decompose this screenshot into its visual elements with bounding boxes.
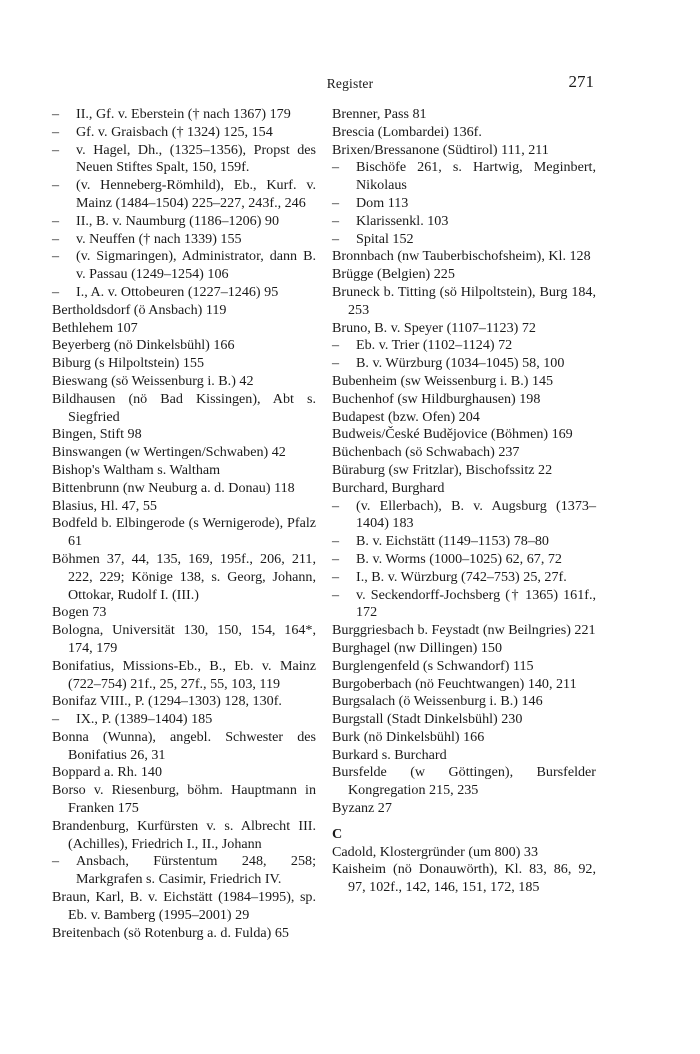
entry-text: Burk (nö Dinkelsbühl) 166	[332, 728, 485, 745]
index-entry	[332, 658, 596, 676]
index-entry	[52, 782, 316, 818]
subentry-dash: –	[52, 106, 60, 122]
entry-text: II., B. v. Naumburg (1186–1206) 90	[76, 212, 280, 229]
subentry-dash: –	[52, 141, 60, 158]
subentry-dash: –	[52, 212, 60, 229]
entry-text: B. v. Würzburg (1034–1045) 58, 100	[356, 355, 565, 372]
subentry-dash: –	[52, 248, 60, 265]
index-entry	[332, 444, 596, 462]
entry-text: v. Neuffen († nach 1339) 155	[76, 230, 242, 247]
entry-text: Gf. v. Graisbach († 1324) 125, 154	[76, 123, 273, 140]
index-entry	[52, 302, 316, 320]
entry-text: Eb. v. Trier (1102–1124) 72	[356, 337, 513, 354]
index-entry	[52, 551, 316, 604]
entry-text: Bishop's Waltham s. Waltham	[52, 461, 221, 478]
entry-text: Bethlehem 107	[52, 319, 138, 336]
subentry-dash: –	[52, 230, 60, 247]
index-entry	[52, 622, 316, 658]
entry-text: Brenner, Pass 81	[332, 106, 427, 122]
entry-text: Bursfelde (w Göttingen), Bursfelder Kongregation 215, 235	[332, 764, 596, 799]
index-subentry	[332, 213, 596, 231]
entry-text: Bingen, Stift 98	[52, 426, 142, 443]
subentry-dash: –	[332, 212, 340, 229]
index-subentry	[52, 142, 316, 178]
entry-text: Binswangen (w Wertingen/Schwaben) 42	[52, 444, 286, 461]
entry-text: Cadold, Klostergründer (um 800) 33	[332, 843, 539, 860]
entry-text: Bertholdsdorf (ö Ansbach) 119	[52, 301, 227, 318]
entry-text: Bonifaz VIII., P. (1294–1303) 128, 130f.	[52, 693, 282, 710]
running-head	[0, 72, 700, 96]
index-entry	[332, 248, 596, 266]
index-entry	[332, 693, 596, 711]
index-entry	[52, 444, 316, 462]
index-entry	[332, 640, 596, 658]
index-entry	[332, 391, 596, 409]
index-entry	[52, 889, 316, 925]
entry-text: Bischöfe 261, s. Hartwig, Meginbert, Nikolaus	[356, 159, 596, 194]
index-entry	[332, 266, 596, 284]
index-subentry	[332, 587, 596, 623]
entry-text: Brixen/Bressanone (Südtirol) 111, 211	[332, 141, 549, 158]
index-entry	[52, 764, 316, 782]
entry-text: Büraburg (sw Fritzlar), Bischofssitz 22	[332, 461, 553, 478]
index-subentry	[332, 498, 596, 534]
entry-text: Burkard s. Burchard	[332, 746, 447, 763]
entry-text: Beyerberg (nö Dinkelsbühl) 166	[52, 337, 235, 354]
entry-text: B. v. Worms (1000–1025) 62, 67, 72	[356, 550, 562, 567]
index-column-right	[332, 106, 596, 897]
subentry-dash: –	[332, 355, 340, 372]
index-entry	[332, 426, 596, 444]
index-entry	[332, 480, 596, 498]
entry-text: Bogen 73	[52, 604, 107, 621]
index-entry	[332, 729, 596, 747]
entry-text: Bruneck b. Titting (sö Hilpoltstein), Burg 184, 253	[332, 283, 596, 318]
index-subentry	[332, 195, 596, 213]
index-entry	[52, 462, 316, 480]
index-entry	[52, 729, 316, 765]
index-entry	[52, 658, 316, 694]
entry-text: Boppard a. Rh. 140	[52, 764, 162, 781]
entry-text: Brandenburg, Kurfürsten v. s. Albrecht III. (Achilles), Friedrich I., II., Johann	[52, 817, 316, 852]
entry-text: II., Gf. v. Eberstein († nach 1367) 179	[76, 106, 291, 122]
index-entry	[332, 861, 596, 897]
index-subentry	[332, 533, 596, 551]
index-entry	[332, 142, 596, 160]
index-entry	[52, 515, 316, 551]
index-subentry	[52, 248, 316, 284]
index-entry	[52, 337, 316, 355]
entry-text: (v. Ellerbach), B. v. Augsburg (1373–1404) 183	[356, 497, 596, 532]
entry-text: Bonna (Wunna), angebl. Schwester des Bonifatius 26, 31	[52, 728, 316, 763]
index-subentry	[52, 853, 316, 889]
index-column-left	[52, 106, 316, 942]
letter-heading: C	[332, 825, 343, 842]
entry-text: Byzanz 27	[332, 800, 392, 817]
entry-text: Bronnbach (nw Tauberbischofsheim), Kl. 128	[332, 248, 591, 265]
entry-text: Burgoberbach (nö Feuchtwangen) 140, 211	[332, 675, 577, 692]
index-subentry	[52, 213, 316, 231]
index-subentry	[52, 124, 316, 142]
entry-text: Bologna, Universität 130, 150, 154, 164*, 174, 179	[52, 622, 316, 656]
index-entry	[332, 844, 596, 862]
index-entry	[332, 711, 596, 729]
index-entry	[52, 498, 316, 516]
subentry-dash: –	[332, 497, 340, 514]
entry-text: Braun, Karl, B. v. Eichstätt (1984–1995), sp. Eb. v. Bamberg (1995–2001) 29	[52, 889, 316, 923]
subentry-dash: –	[332, 550, 340, 567]
page-number: 271	[568, 72, 594, 91]
index-entry	[332, 320, 596, 338]
index-entry	[52, 391, 316, 427]
entry-text: Burgstall (Stadt Dinkelsbühl) 230	[332, 711, 523, 728]
entry-text: Burchard, Burghard	[332, 479, 445, 496]
index-subentry	[332, 569, 596, 587]
entry-text: Burglengenfeld (s Schwandorf) 115	[332, 657, 534, 674]
entry-text: Blasius, Hl. 47, 55	[52, 497, 157, 514]
subentry-dash: –	[332, 337, 340, 354]
subentry-dash: –	[52, 123, 60, 140]
index-entry	[332, 409, 596, 427]
subentry-dash: –	[332, 159, 340, 176]
index-entry	[332, 124, 596, 142]
subentry-dash: –	[332, 230, 340, 247]
index-subentry	[332, 337, 596, 355]
entry-text: Biburg (s Hilpoltstein) 155	[52, 355, 205, 372]
entry-text: Burgsalach (ö Weissenburg i. B.) 146	[332, 693, 543, 710]
subentry-dash: –	[52, 853, 60, 870]
subentry-dash: –	[332, 586, 340, 603]
subentry-dash: –	[332, 568, 340, 585]
index-entry	[52, 925, 316, 943]
entry-text: Burghagel (nw Dillingen) 150	[332, 639, 503, 656]
entry-text: Burggriesbach b. Feystadt (nw Beilngries) 221	[332, 622, 596, 639]
index-entry	[52, 818, 316, 854]
index-entry	[332, 676, 596, 694]
entry-text: Breitenbach (sö Rotenburg a. d. Fulda) 65	[52, 924, 289, 941]
entry-text: I., B. v. Würzburg (742–753) 25, 27f.	[356, 568, 567, 585]
index-entry	[332, 764, 596, 800]
entry-text: (v. Henneberg-Römhild), Eb., Kurf. v. Mainz (1484–1504) 225–227, 243f., 246	[76, 177, 316, 211]
index-entry	[332, 622, 596, 640]
entry-text: Bildhausen (nö Bad Kissingen), Abt s. Siegfried	[52, 390, 316, 425]
entry-text: IX., P. (1389–1404) 185	[76, 711, 213, 728]
entry-text: Ansbach, Fürstentum 248, 258; Markgrafen s. Casimir, Friedrich IV.	[76, 853, 316, 888]
subentry-dash: –	[332, 533, 340, 550]
entry-text: Büchenbach (sö Schwabach) 237	[332, 444, 520, 461]
entry-text: (v. Sigmaringen), Administrator, dann B. v. Passau (1249–1254) 106	[76, 248, 316, 283]
index-entry	[52, 426, 316, 444]
entry-text: I., A. v. Ottobeuren (1227–1246) 95	[76, 283, 279, 300]
entry-text: Brügge (Belgien) 225	[332, 266, 455, 283]
entry-text: Budapest (bzw. Ofen) 204	[332, 408, 480, 425]
entry-text: Buchenhof (sw Hildburghausen) 198	[332, 390, 541, 407]
index-subentry	[52, 177, 316, 213]
subentry-dash: –	[332, 194, 340, 211]
entry-text: Borso v. Riesenburg, böhm. Hauptmann in Franken 175	[52, 782, 316, 817]
entry-text: v. Seckendorff-Jochsberg († 1365) 161f., 172	[356, 586, 596, 621]
entry-text: Klarissenkl. 103	[356, 212, 449, 229]
index-subentry	[332, 231, 596, 249]
index-entry	[52, 373, 316, 391]
index-subentry	[52, 231, 316, 249]
index-subentry	[332, 551, 596, 569]
entry-text: v. Hagel, Dh., (1325–1356), Propst des Neuen Stiftes Spalt, 150, 159f.	[76, 141, 316, 176]
index-subentry	[332, 159, 596, 195]
index-entry	[52, 480, 316, 498]
index-subentry	[52, 711, 316, 729]
entry-text: Bodfeld b. Elbingerode (s Wernigerode), Pfalz 61	[52, 515, 316, 550]
subentry-dash: –	[52, 283, 60, 300]
entry-text: Bittenbrunn (nw Neuburg a. d. Donau) 118	[52, 479, 295, 496]
entry-text: Kaisheim (nö Donauwörth), Kl. 83, 86, 92, 97, 102f., 142, 146, 151, 172, 185	[332, 861, 596, 896]
entry-text: Dom 113	[356, 194, 409, 211]
running-head-title: Register	[326, 76, 374, 91]
entry-text: Bruno, B. v. Speyer (1107–1123) 72	[332, 319, 536, 336]
index-subentry	[52, 284, 316, 302]
index-subentry	[332, 355, 596, 373]
entry-text: Bubenheim (sw Weissenburg i. B.) 145	[332, 372, 554, 389]
index-entry	[332, 747, 596, 765]
index-subentry	[52, 106, 316, 124]
subentry-dash: –	[52, 711, 60, 728]
index-entry	[52, 355, 316, 373]
index-entry	[52, 320, 316, 338]
index-entry	[52, 693, 316, 711]
entry-text: Budweis/České Budějovice (Böhmen) 169	[332, 426, 573, 443]
index-entry	[332, 373, 596, 391]
entry-text: B. v. Eichstätt (1149–1153) 78–80	[356, 533, 549, 550]
index-entry	[332, 800, 596, 818]
entry-text: Spital 152	[356, 230, 414, 247]
subentry-dash: –	[52, 177, 60, 194]
index-entry	[332, 462, 596, 480]
index-entry	[332, 106, 596, 124]
index-entry	[52, 604, 316, 622]
entry-text: Bieswang (sö Weissenburg i. B.) 42	[52, 372, 254, 389]
entry-text: Böhmen 37, 44, 135, 169, 195f., 206, 211, 222, 229; Könige 138, s. Georg, Johann, Ottokar, Rudolf I. (III.)	[52, 550, 316, 603]
entry-text: Brescia (Lombardei) 136f.	[332, 123, 482, 140]
index-entry	[332, 284, 596, 320]
entry-text: Bonifatius, Missions-Eb., B., Eb. v. Mainz (722–754) 21f., 25, 27f., 55, 103, 119	[52, 657, 316, 692]
